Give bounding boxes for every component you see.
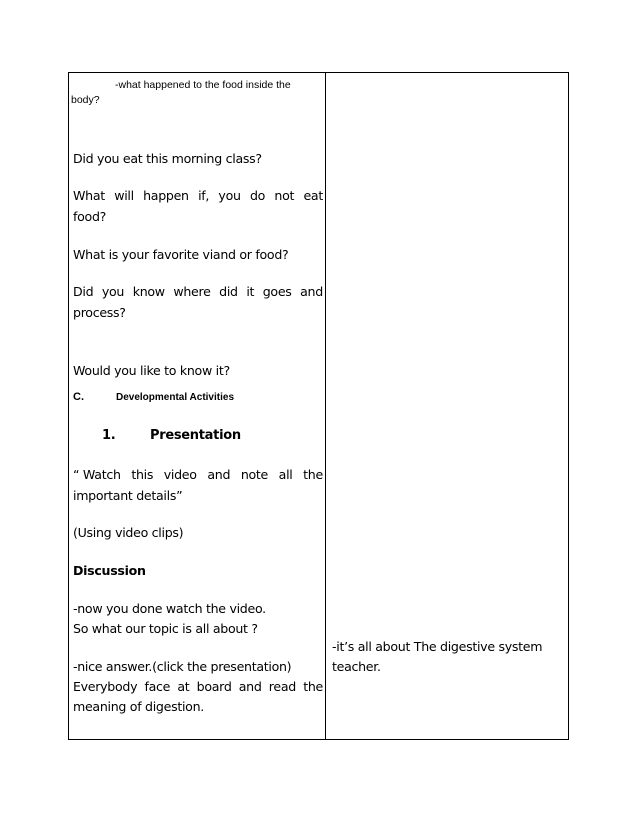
question-not-eat-line2: food? [73,209,107,224]
word: note [240,467,268,482]
word: the [303,467,323,482]
word: Everybody [73,679,138,694]
word: this [131,467,154,482]
subsection-number: 1. [102,428,116,443]
column-divider [325,73,326,739]
subsection-title: Presentation [150,428,241,443]
word: do [249,188,266,203]
question-favorite-food: What is your favorite viand or food? [73,247,289,262]
question-food-inside-line1: -what happened to the food inside the [115,79,291,91]
everybody-line [73,679,323,694]
word: it [246,284,255,299]
nice-answer-text: -nice answer.(click the presentation) [73,659,292,674]
word: “ Watch [73,467,121,482]
word: where [173,284,211,299]
word: What [73,188,105,203]
word: video [163,467,197,482]
section-letter: C. [73,391,84,403]
watch-instruction-line1 [73,467,323,482]
question-food-inside-line2: body? [71,94,100,106]
word: if, [198,188,210,203]
student-answer-line1: -it’s all about The digestive system [332,639,543,654]
discussion-heading: Discussion [73,563,146,578]
word: know [132,284,165,299]
word: you [218,188,241,203]
word: board [196,679,232,694]
word: face [144,679,171,694]
word: not [274,188,295,203]
word: happen [143,188,189,203]
student-answer-line2: teacher. [332,659,381,674]
word: eat [303,188,323,203]
word: and [207,467,231,482]
word: at [177,679,190,694]
word: all [278,467,293,482]
question-like-to-know: Would you like to know it? [73,363,230,378]
topic-question: So what our topic is all about ? [73,621,258,636]
word: goes [262,284,292,299]
word: did [219,284,238,299]
question-eat-morning: Did you eat this morning class? [73,151,262,166]
word: read [268,679,296,694]
using-video-clips: (Using video clips) [73,525,184,540]
word: the [303,679,323,694]
word: and [238,679,262,694]
meaning-of-digestion: meaning of digestion. [73,699,204,714]
question-know-line1 [73,284,323,299]
section-title: Developmental Activities [116,392,235,403]
lesson-table [68,72,569,740]
word: Did [73,284,94,299]
question-not-eat-line1 [73,188,323,203]
word: you [101,284,125,299]
question-know-line2: process? [73,305,126,320]
word: will [114,188,134,203]
word: and [300,284,323,299]
watch-instruction-line2: important details” [73,488,183,503]
done-watch-text: -now you done watch the video. [73,601,266,616]
